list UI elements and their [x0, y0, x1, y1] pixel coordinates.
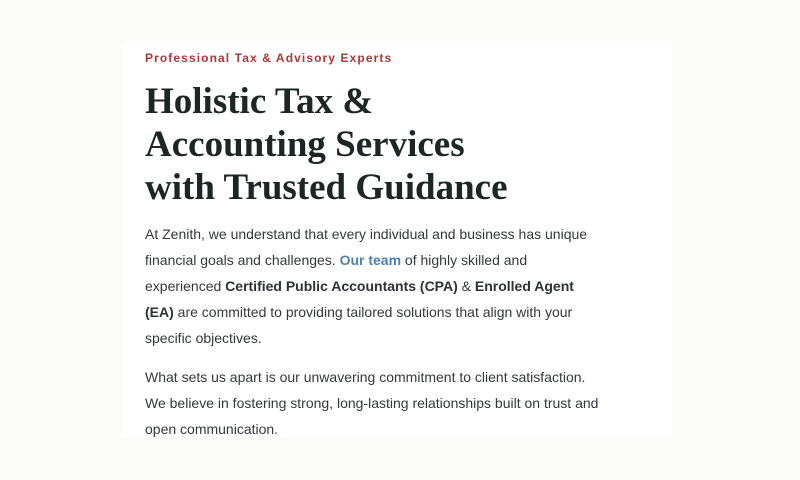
- text-run: At Zenith, we understand that every individual and business has unique: [145, 226, 588, 242]
- text-run: &: [457, 278, 475, 294]
- text-run: experienced: [145, 278, 226, 294]
- page-title: [145, 80, 672, 209]
- eyebrow-label: Professional Tax & Advisory Experts: [145, 51, 393, 65]
- page-title-line-1: Holistic Tax &: [145, 81, 374, 122]
- bold-text-run: (EA): [145, 304, 174, 320]
- bold-text-run: Enrolled Agent: [474, 278, 574, 294]
- page-title-line-2: Accounting Services: [145, 124, 465, 165]
- text-run: are committed to providing tailored solutions that align with your: [173, 304, 573, 320]
- hero-section: [122, 41, 672, 437]
- text-run: What sets us apart is our unwavering commitment to client satisfaction.: [145, 369, 586, 385]
- text-run: specific objectives.: [145, 330, 262, 346]
- page-title-line-3: with Trusted Guidance: [145, 167, 508, 208]
- text-run: open communication.: [145, 421, 279, 437]
- text-run: We believe in fostering strong, long-lasting relationships built on trust and: [145, 395, 599, 411]
- commitment-paragraph: [145, 364, 672, 442]
- intro-paragraph: [145, 221, 672, 351]
- our-team-link[interactable]: Our team: [339, 252, 402, 268]
- bold-text-run: Certified Public Accountants (CPA): [225, 278, 458, 294]
- text-run: financial goals and challenges.: [145, 252, 340, 268]
- text-run: of highly skilled and: [401, 252, 528, 268]
